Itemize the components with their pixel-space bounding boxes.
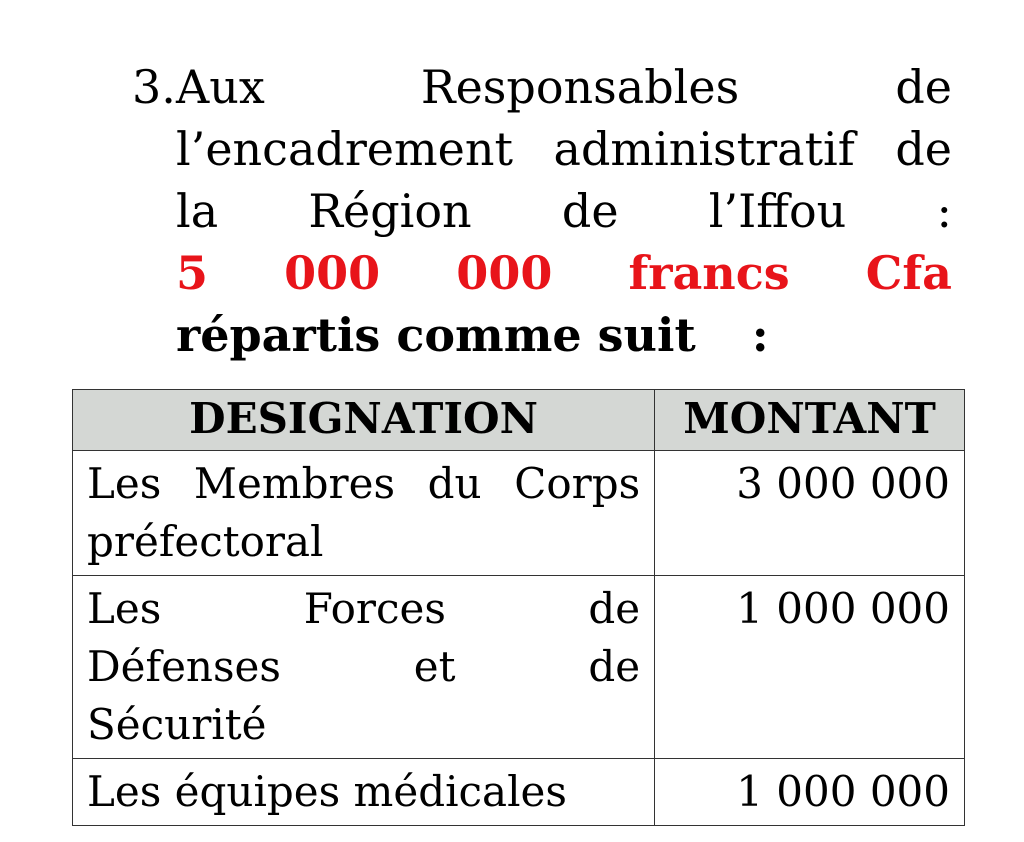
row-3-montant: 1 000 000 [655,759,965,826]
distribution-table [72,389,965,826]
split-text: répartis comme suit [176,308,696,362]
item-text [176,56,952,366]
header-montant: MONTANT [655,390,965,451]
row-2-designation-line-1: Les Forces de [87,584,641,633]
row-1-montant: 3 000 000 [655,451,965,576]
table-row [73,451,965,576]
item-line-3: la Région de l’Iffou : [176,184,952,238]
header-designation: DESIGNATION [73,390,655,451]
row-2-montant: 1 000 000 [655,576,965,759]
budget-item-3 [132,56,952,366]
row-3-designation: Les équipes médicales [73,759,655,826]
row-1-designation: Les Membres du Corps préfectoral [73,451,655,576]
row-2-designation-line-2: Défenses et de [87,642,641,691]
table-row [73,759,965,826]
row-2-designation [73,576,655,759]
item-line-2: l’encadrement administratif de [176,122,952,176]
item-number: 3. [132,60,176,114]
table-header-row [73,390,965,451]
item-line-1: Aux Responsables de [176,60,952,114]
split-colon: : [751,308,769,362]
split-intro [176,304,952,366]
table-row [73,576,965,759]
total-amount: 5 000 000 francs Cfa [176,246,952,300]
row-2-designation-line-3: Sécurité [87,700,267,749]
